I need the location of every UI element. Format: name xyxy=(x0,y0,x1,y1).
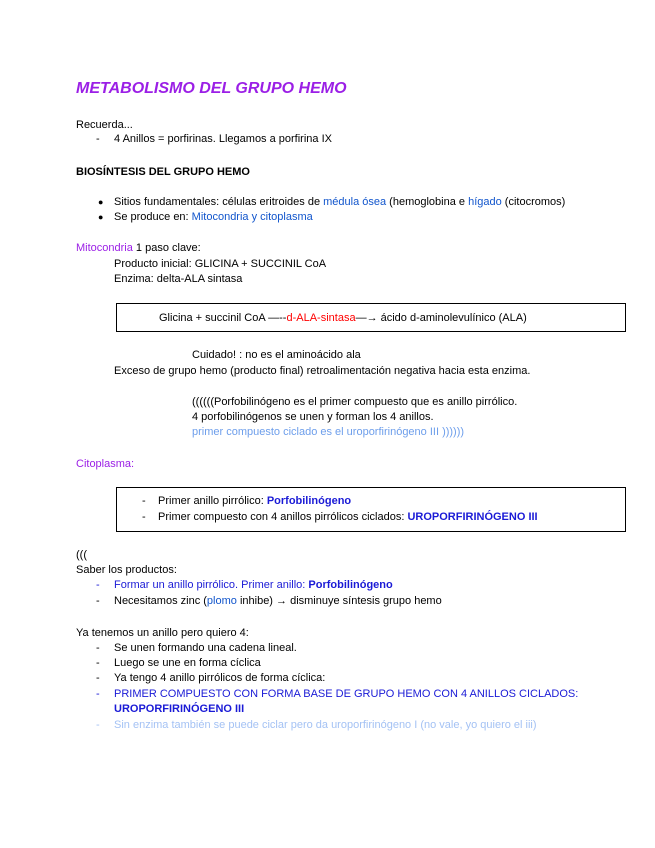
anillo-item-1 xyxy=(96,641,297,655)
anillo-item-2 xyxy=(96,656,261,670)
dash-bullet: - xyxy=(96,719,100,731)
box-item-bold: Porfobilinógeno xyxy=(266,495,352,507)
primer-compuesto-bold: UROPORFIRINÓGENO III xyxy=(114,703,245,715)
productos-item-2 xyxy=(96,594,442,608)
link-plomo[interactable]: plomo xyxy=(206,595,237,607)
dash-bullet: - xyxy=(96,595,100,607)
citoplasma-label: Citoplasma: xyxy=(76,458,135,470)
bullet-text: Sitios fundamentales: células eritroides de xyxy=(114,196,324,208)
citoplasma-box xyxy=(116,487,626,532)
dash-bullet: - xyxy=(96,688,100,700)
anillo-item-primer xyxy=(96,687,579,701)
productos-label: Saber los productos: xyxy=(76,564,177,576)
reaction-reactants: Glicina + succinil CoA —-- xyxy=(159,312,287,324)
recuerda-item-text: 4 Anillos = porfirinas. Llegamos a porfirina IX xyxy=(114,133,332,145)
section-heading-biosintesis: BIOSÍNTESIS DEL GRUPO HEMO xyxy=(76,166,250,178)
link-higado[interactable]: hígado xyxy=(468,196,502,208)
bullet-text: (hemoglobina e xyxy=(386,196,469,208)
dash-bullet: - xyxy=(96,133,100,145)
bullet-dot: ● xyxy=(98,212,104,222)
box-item-2 xyxy=(142,510,538,524)
dash-bullet: - xyxy=(96,657,100,669)
dash-bullet: - xyxy=(96,642,100,654)
anillo-item-text: Ya tengo 4 anillo pirrólicos de forma cíclica: xyxy=(114,672,326,684)
page-title: METABOLISMO DEL GRUPO HEMO xyxy=(76,80,347,97)
producto-inicial: Producto inicial: GLICINA + SUCCINIL CoA xyxy=(114,258,327,270)
mitocondria-label: Mitocondria xyxy=(76,242,133,254)
bullet-text: (citocromos) xyxy=(501,196,566,208)
open-parens: ((( xyxy=(76,549,87,561)
bullet-dot: ● xyxy=(98,197,104,207)
sin-enzima-text: Sin enzima también se puede ciclar pero da uroporfirinógeno I (no vale, yo quiero el iii) xyxy=(114,719,537,731)
anillo-item-3 xyxy=(96,671,326,685)
box-item-bold: UROPORFIRINÓGENO III xyxy=(407,511,538,523)
note-line-2: 4 porfobilinógenos se unen y forman los 4 anillos. xyxy=(192,411,434,423)
box-item-text: Primer compuesto con 4 anillos pirrólicos ciclados: xyxy=(158,511,408,523)
reaction-text xyxy=(159,311,527,325)
dash-bullet: - xyxy=(142,511,146,523)
recuerda-item xyxy=(96,132,332,146)
productos-item-text: Formar un anillo pirrólico. Primer anillo: xyxy=(114,579,309,591)
mitocondria-label-rest: 1 paso clave: xyxy=(132,242,201,254)
reaction-product: —→ ácido d-aminolevulínico (ALA) xyxy=(355,312,527,324)
box-item-text: Primer anillo pirrólico: xyxy=(158,495,267,507)
productos-item-text: inhibe) → disminuye síntesis grupo hemo xyxy=(236,595,442,607)
box-item-1 xyxy=(142,494,352,508)
dash-bullet: - xyxy=(96,579,100,591)
reaction-box xyxy=(116,303,626,332)
dash-bullet: - xyxy=(96,672,100,684)
recuerda-label: Recuerda... xyxy=(76,119,133,131)
exceso-text: Exceso de grupo hemo (producto final) retroalimentación negativa hacia esta enzima. xyxy=(114,365,531,377)
anillo-item-sin-enzima xyxy=(96,718,537,732)
note-line-1: ((((((Porfobilinógeno es el primer compuesto que es anillo pirrólico. xyxy=(192,396,518,408)
bullet-produce xyxy=(98,210,313,224)
productos-item-bold: Porfobilinógeno xyxy=(308,579,393,591)
link-medula-osea[interactable]: médula ósea xyxy=(323,196,387,208)
reaction-enzyme: d-ALA-sintasa xyxy=(286,312,356,324)
note-line-3: primer compuesto ciclado es el uroporfirinógeno III )))))) xyxy=(192,426,465,438)
enzima-text: Enzima: delta-ALA sintasa xyxy=(114,273,243,285)
primer-compuesto-text: PRIMER COMPUESTO CON FORMA BASE DE GRUPO HEMO CON 4 ANILLOS CICLADOS: xyxy=(114,688,579,700)
link-mitocondria-citoplasma[interactable]: Mitocondria y citoplasma xyxy=(191,211,313,223)
dash-bullet: - xyxy=(142,495,146,507)
productos-item-text: Necesitamos zinc ( xyxy=(114,595,207,607)
bullet-sitios xyxy=(98,195,566,209)
mitocondria-heading xyxy=(76,241,201,255)
productos-item-1 xyxy=(96,578,393,592)
anillo-item-text: Se unen formando una cadena lineal. xyxy=(114,642,297,654)
bullet-text: Se produce en: xyxy=(114,211,192,223)
anillo-item-text: Luego se une en forma cíclica xyxy=(114,657,261,669)
cuidado-text: Cuidado! : no es el aminoácido ala xyxy=(192,349,361,361)
anillo-label: Ya tenemos un anillo pero quiero 4: xyxy=(76,627,249,639)
